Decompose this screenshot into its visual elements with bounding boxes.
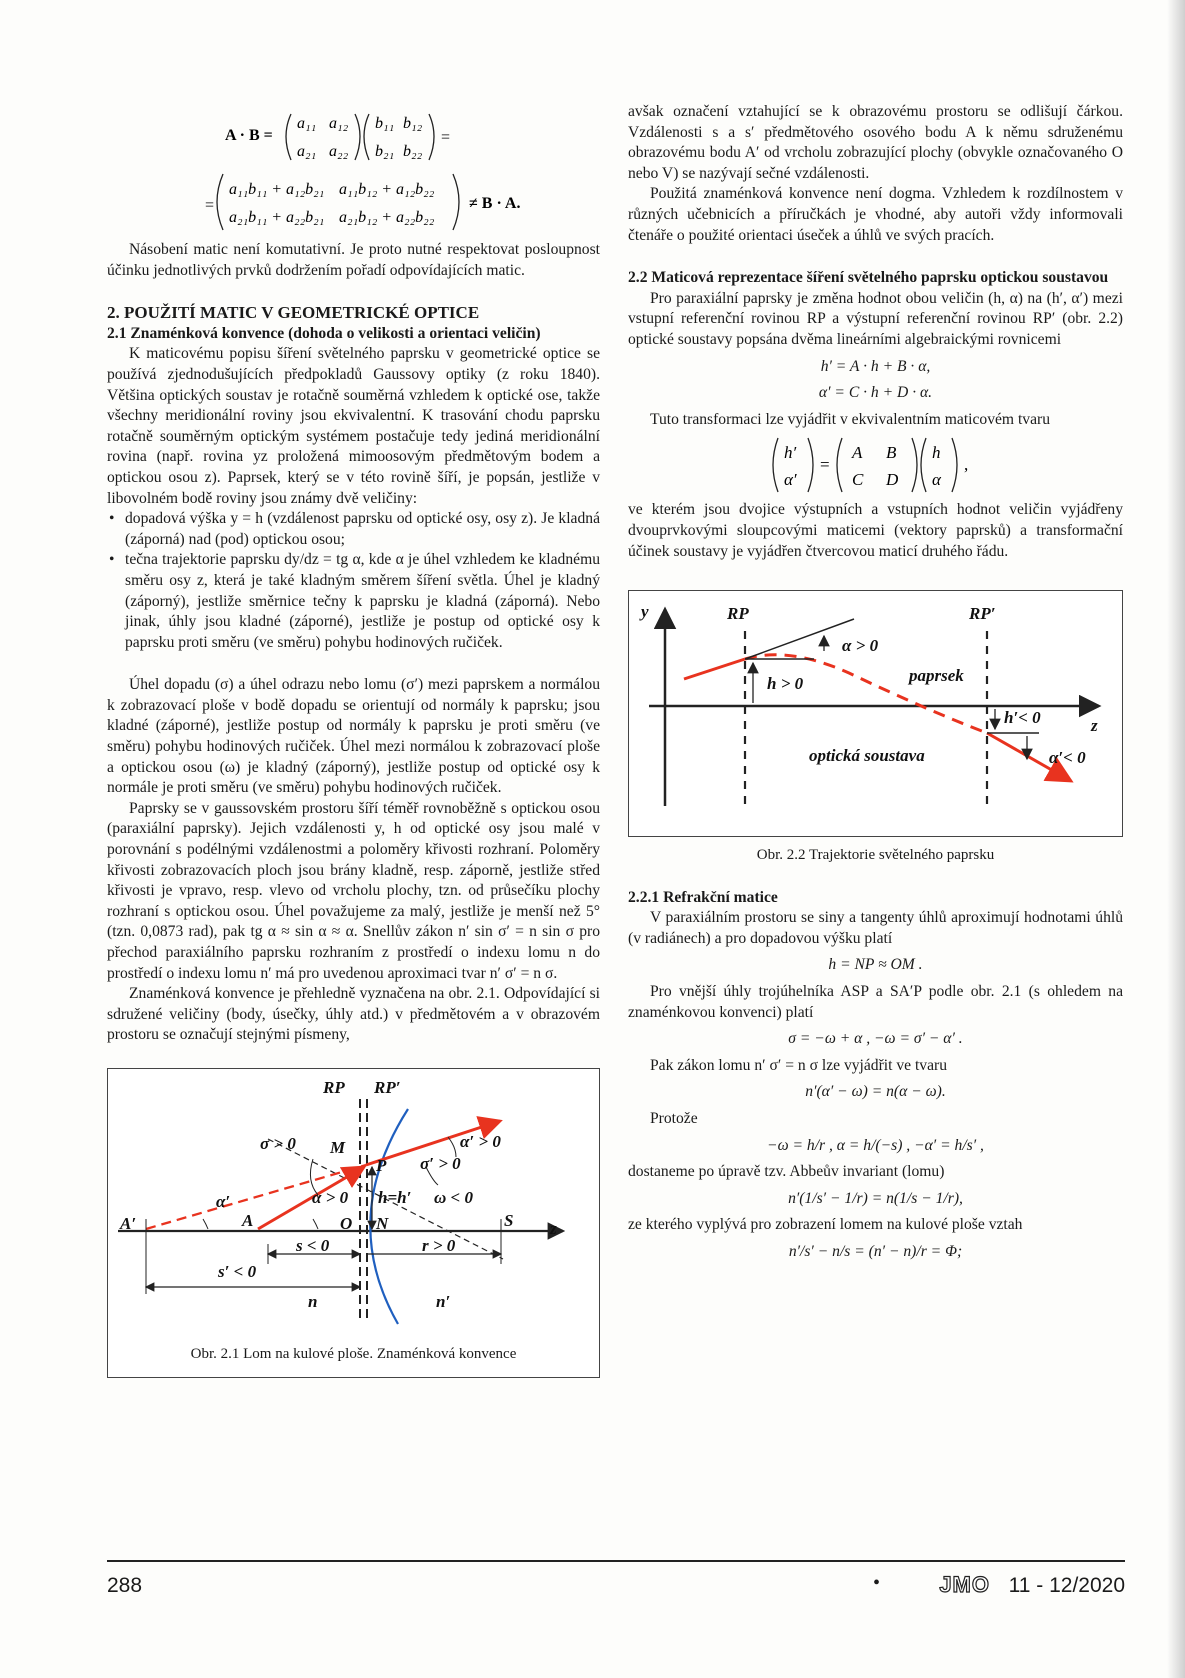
svg-text:P: P	[376, 1155, 387, 1175]
svg-text:a₁₂: a₁₂	[329, 115, 349, 132]
svg-text:b₁₁: b₁₁	[375, 115, 395, 132]
svg-text:y: y	[641, 602, 649, 622]
svg-text:h > 0: h > 0	[767, 674, 804, 694]
svg-text:≠ B · A.: ≠ B · A.	[469, 195, 521, 212]
svg-text:a₂₁: a₂₁	[297, 143, 317, 160]
svg-text:b₂₁: b₂₁	[375, 143, 395, 160]
svg-text:a₂₁b₁₂ + a₂₂b₂₂: a₂₁b₁₂ + a₂₂b₂₂	[339, 209, 435, 226]
eq-lhs: A · B =	[225, 127, 273, 144]
svg-text:RP: RP	[323, 1077, 345, 1097]
subsection-heading-2-2-1: 2.2.1 Refrakční matice	[628, 888, 778, 906]
paragraph-2-2-1: V paraxiálním prostoru se siny a tangenty úhlů aproximují hodnotami úhlů (v radiánech) a pro dopadovou výšku platí	[628, 909, 1123, 947]
equation-alpha-prime: α′ = C · h + D · α.	[818, 384, 933, 402]
equation-sigma: σ = −ω + α , −ω = σ′ − α′ .	[788, 1030, 963, 1048]
list-item: • tečna trajektorie paprsku dy/dz = tg α, kde α je úhel vzhledem ke kladnému směru osy z, která je také kladným směrem šíření světla. Úhel je kladný (záporný), jestliže směrnice tečny k paprsku je kladná (záporná). Nebo jinak, úhly jsou kladné (záporné), jestliže je postup od optické osy k paprsku proti směru (ve směru) pohybu hodinových ručiček.	[125, 550, 600, 653]
svg-text:paprsek: paprsek	[909, 666, 964, 686]
paragraph-protoze: Protože	[650, 1110, 698, 1128]
svg-text:S: S	[504, 1210, 514, 1230]
svg-text:n′: n′	[436, 1291, 451, 1311]
svg-text:s < 0: s < 0	[296, 1235, 330, 1255]
svg-text:h′: h′	[784, 443, 797, 463]
matrix-transform-equation	[628, 430, 1123, 500]
svg-text:A′: A′	[120, 1213, 137, 1233]
equation-fractions: −ω = h/r , α = h/(−s) , −α′ = h/s′ ,	[767, 1136, 984, 1154]
paragraph-dogma: Použitá znaménková konvence není dogma. Vzhledem k rozdílnostem v různých učebnicích a příručkách je vhodné, aby autoři vždy informovali čtenáře o použité orientaci úseček a úhlů ve svých pracích.	[628, 185, 1123, 244]
list-item: • dopadová výška y = h (vzdálenost paprsku od optické osy, osy z). Je kladná (záporná) nad (pod) optickou osou;	[125, 509, 600, 550]
svg-text:α′ > 0: α′ > 0	[460, 1131, 501, 1151]
equation-h: h = NP ≈ OM .	[828, 956, 923, 974]
svg-text:α > 0: α > 0	[842, 636, 879, 656]
svg-text:O: O	[340, 1213, 353, 1233]
svg-text:s′ < 0: s′ < 0	[218, 1261, 257, 1281]
svg-text:α′< 0: α′< 0	[1049, 748, 1086, 768]
bullet-list	[107, 509, 600, 653]
svg-text:h′< 0: h′< 0	[1004, 708, 1041, 728]
svg-text:h=h′: h=h′	[378, 1187, 412, 1207]
paragraph-vectors: ve kterém jsou dvojice výstupních a vstupních hodnot veličin vyjádřeny dvouprvkovými sloupcovými maticemi (vektory paprsků) a transformační účinek soustavy je vyjádřen čtvercovou maticí druhého řádu.	[628, 501, 1123, 560]
svg-text:RP: RP	[727, 604, 749, 624]
paragraph-snell: Pak zákon lomu n′ σ′ = n σ lze vyjádřit ve tvaru	[650, 1056, 948, 1074]
journal-logo: JMO	[939, 1572, 990, 1597]
paragraph-final: ze kterého vyplývá pro zobrazení lomem na kulové ploše vztah	[628, 1216, 1023, 1234]
svg-text:RP′: RP′	[969, 604, 996, 624]
svg-text:n: n	[308, 1291, 318, 1311]
figure-2-1-diagram	[108, 1069, 599, 1329]
figure-2-2-caption: Obr. 2.2 Trajektorie světelného paprsku	[756, 847, 995, 864]
paragraph-abbe: dostaneme po úpravě tzv. Abbeův invariant (lomu)	[628, 1163, 945, 1181]
svg-text:=: =	[441, 129, 451, 146]
matrix-transform-svg	[628, 430, 1123, 500]
svg-text:B: B	[886, 443, 897, 463]
svg-text:=: =	[820, 455, 830, 475]
matrix-equation-svg	[107, 102, 600, 236]
paragraph-paraxial: Paprsky se v gaussovském prostoru šíří téměř rovnoběžně s optickou osou (paraxiální paprsky). Jejich vzdálenosti y, h od optické osy jsou malé v porovnání s podélnými vzdálenostmi a poloměry křivosti rozhraní. Poloměry křivosti zobrazovacích ploch jsou brány kladně, resp. záporně, jestliže střed křivosti je vpravo, resp. vlevo od vrcholu plochy, tzn. od průsečíku plochy rozhraní s optickou osou. Úhel považujeme za malý, jestliže je menší než 5° (tzn. 0,0873 rad), pak tg α ≈ sin α ≈ α. Snellův zákon n′ sin σ′ = n sin σ pro přechod paraxiálního paprsku rozhraním z prostředí o indexu lomu n do prostředí o indexu lomu n′ má pro uvedenou aproximaci tvar n′ σ′ = n σ.	[107, 799, 600, 982]
svg-text:C: C	[852, 470, 864, 490]
paragraph-convention: Znaménková konvence je přehledně vyznačena na obr. 2.1. Odpovídající si sdružené veličiny (body, úsečky, úhly atd.) v předmětovém a v obrazovém prostoru se označují stejnými písmeny,	[107, 985, 600, 1044]
subsection-heading-2-2: 2.2 Maticová reprezentace šíření světelného paprsku optickou soustavou	[628, 269, 1109, 287]
paragraph-outer-angles: Pro vnější úhly trojúhelníka ASP a SA′P podle obr. 2.1 (s ohledem na znaménkovou konvenci) platí	[628, 983, 1123, 1021]
left-column	[107, 102, 600, 1378]
page-footer	[107, 1560, 1125, 1602]
svg-text:a₂₁b₁₁ + a₂₂b₂₁: a₂₁b₁₁ + a₂₂b₂₁	[229, 209, 325, 226]
matrix-product-equation	[107, 102, 600, 236]
svg-text:ω < 0: ω < 0	[434, 1187, 473, 1207]
paragraph-2-2: Pro paraxiální paprsky je změna hodnot obou veličin (h, α) na (h′, α′) mezi vstupní referenční rovinou RP a výstupní referenční rovinou RP′ (obr. 2.2) optické soustavy popsána dvěma lineárními algebraickými rovnicemi	[628, 289, 1123, 348]
svg-text:b₁₂: b₁₂	[403, 115, 423, 132]
svg-text:α > 0: α > 0	[312, 1187, 349, 1207]
footer-bullet: •	[872, 1572, 880, 1594]
svg-text:RP′: RP′	[374, 1077, 401, 1097]
svg-text:σ′ > 0: σ′ > 0	[420, 1153, 461, 1173]
svg-text:,: ,	[964, 455, 969, 475]
svg-text:a₁₁b₁₁ + a₁₂b₂₁: a₁₁b₁₁ + a₁₂b₂₁	[229, 181, 325, 198]
paragraph-continued: avšak označení vztahující se k obrazovému prostoru se odlišují čárkou. Vzdálenosti s a s′ předmětového osového bodu A k němu sdruženému obrazovému bodu A′ od vrcholu zobrazující plochy (obvykle označovaného O nebo V) se nazývají sečné vzdálenosti.	[628, 103, 1123, 182]
page-edge-shadow	[1167, 0, 1185, 1678]
figure-2-2-diagram	[629, 591, 1120, 836]
svg-text:A: A	[242, 1210, 254, 1230]
svg-text:z: z	[1091, 716, 1098, 736]
figure-2-2	[628, 590, 1123, 837]
equation-snell: n′(α′ − ω) = n(α − ω).	[805, 1083, 946, 1101]
page-number: 288	[107, 1574, 143, 1597]
svg-text:M: M	[330, 1137, 346, 1157]
svg-text:σ > 0: σ > 0	[260, 1133, 296, 1153]
equation-h-prime: h′ = A · h + B · α,	[820, 357, 931, 375]
svg-text:a₁₁b₁₂ + a₁₂b₂₂: a₁₁b₁₂ + a₁₂b₂₂	[339, 181, 435, 198]
paragraph-angles: Úhel dopadu (σ) a úhel odrazu nebo lomu (σ′) mezi paprskem a normálou k zobrazovací ploše v bodě dopadu se orientují od normály k paprsku; jsou kladné (záporné), jestliže postup od normály k paprsku je proti směru (ve směru) pohybu hodinových ručiček. Úhel mezi normálou k zobrazovací ploše a optickou osou (ω) je kladný (záporný), jestliže postup od optické osy k normále je proti směru (ve směru) pohybu hodinových ručiček.	[107, 676, 600, 797]
svg-text:α′: α′	[216, 1191, 231, 1211]
svg-text:a₂₂: a₂₂	[329, 143, 349, 160]
svg-text:A: A	[852, 443, 863, 463]
paragraph-noncommutative: Násobení matic není komutativní. Je proto nutné respektovat posloupnost účinku jednotlivých prvků dodržením pořadí odpovídajících matic.	[107, 241, 600, 279]
svg-text:b₂₂: b₂₂	[403, 143, 423, 160]
equation-abbe: n′(1/s′ − 1/r) = n(1/s − 1/r),	[788, 1189, 963, 1207]
svg-text:α′: α′	[784, 470, 797, 490]
svg-text:=: =	[205, 197, 215, 214]
svg-text:N: N	[376, 1213, 389, 1233]
issue-number: 11 - 12/2020	[1008, 1574, 1125, 1597]
figure-2-1-caption: Obr. 2.1 Lom na kulové ploše. Znaménková konvence	[190, 1345, 517, 1362]
svg-text:h: h	[932, 443, 941, 463]
svg-text:D: D	[886, 470, 899, 490]
svg-text:z: z	[550, 1218, 557, 1238]
svg-text:r > 0: r > 0	[422, 1235, 456, 1255]
svg-text:a₁₁: a₁₁	[297, 115, 317, 132]
paragraph-intro: K maticovému popisu šíření světelného paprsku v geometrické optice se používá zjednodušujících předpokladů Gaussovy optiky (z roku 1840). Většina optických soustav je rotačně souměrná vzhledem k optické ose, takže všechny meridionální roviny jsou ekvivalentní. K trasování chodu paprsku rotačně souměrným optickým systémem postačuje tedy jediná meridionální rovina (např. rovina yz proložená mimoosovým předmětovým bodem a optickou osou z). Paprsek, který se v této rovině šíří, je popsán, jestliže v libovolném bodě roviny jsou známy dvě veličiny:	[107, 345, 600, 507]
subsection-heading: 2.1 Znaménková konvence (dohoda o velikosti a orientaci veličin)	[107, 324, 541, 342]
svg-text:optická soustava: optická soustava	[809, 746, 925, 766]
paragraph-transform: Tuto transformaci lze vyjádřit v ekvivalentním maticovém tvaru	[650, 410, 1050, 428]
svg-text:α: α	[932, 470, 941, 490]
figure-2-1	[107, 1068, 600, 1378]
section-heading: 2. POUŽITÍ MATIC V GEOMETRICKÉ OPTICE	[107, 303, 480, 323]
equation-final: n′/s′ − n/s = (n′ − n)/r = Φ;	[788, 1243, 963, 1260]
right-column	[628, 102, 1123, 1269]
